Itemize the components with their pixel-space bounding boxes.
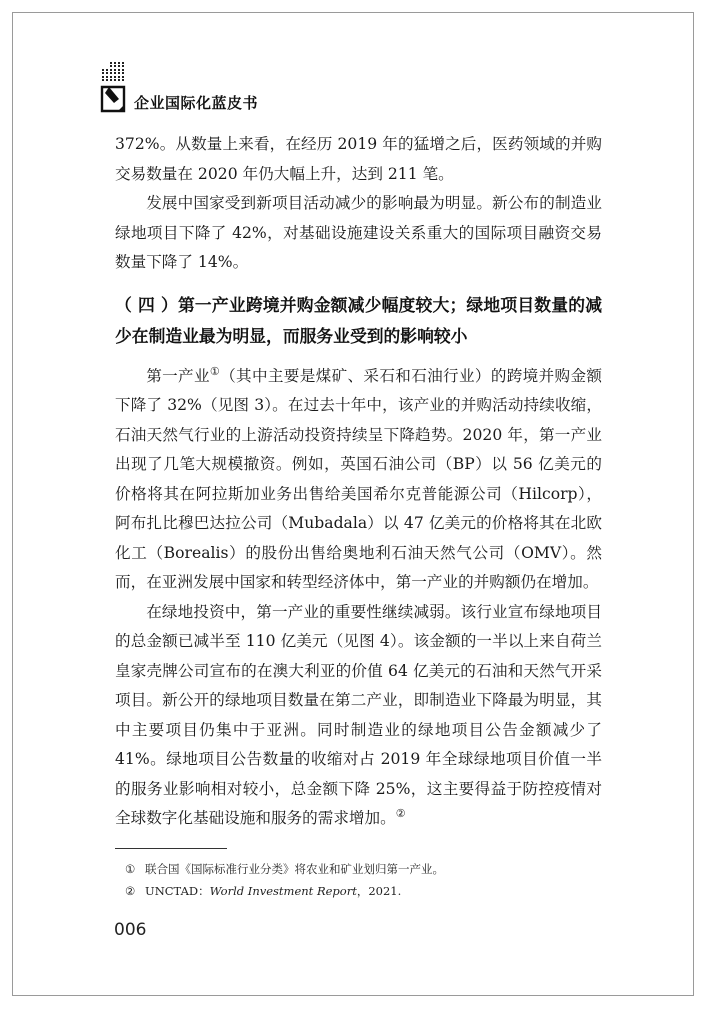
footnote-divider xyxy=(115,848,227,849)
running-header xyxy=(100,62,300,122)
report-title: World Investment Report xyxy=(209,884,357,898)
page-number: 006 xyxy=(114,920,147,940)
footnotes xyxy=(115,858,605,902)
footnote-mark: ② xyxy=(125,884,136,898)
footnote-text: ，2021. xyxy=(356,884,402,898)
text-run: 第一产业 xyxy=(146,366,210,385)
paragraph xyxy=(115,598,602,834)
paragraph xyxy=(115,362,602,598)
section-heading: （ 四 ）第一产业跨境并购金额减少幅度较大；绿地项目数量的减少在制造业最为明显，而服务业受到的影响较小 xyxy=(115,294,602,346)
footnote-ref[interactable]: ① xyxy=(209,364,221,378)
dot-pattern-icon xyxy=(102,62,124,82)
footnote xyxy=(115,858,605,880)
book-corner-icon xyxy=(100,84,126,114)
main-text xyxy=(115,130,602,834)
footnote-ref[interactable]: ② xyxy=(395,807,406,820)
text-run: 在绿地投资中，第一产业的重要性继续减弱。该行业宣布绿地项目的总金额已减半至 110 亿美元（见图 4）。该金额的一半以上来自荷兰皇家壳牌公司宣布的在澳大利亚的价值 64 亿美元的石油和天然气开采项目。新公开的绿地项目数量在第二产业，即制造业下降最为明显，其中主要项目仍集中于亚洲。同时制造业的绿地项目公告金额减少了 41%。绿地项目公告数量的收缩对占 2019 年全球绿地项目价值一半的服务业影响相对较小，总金额下降 25%，这主要得益于防控疫情对全球数字化基础设施和服务的需求增加。 xyxy=(115,602,602,827)
footnote-text: UNCTAD： xyxy=(145,884,210,898)
text-run: （其中主要是煤矿、采石和石油行业）的跨境并购金额下降了 32%（见图 3）。在过去十年中，该产业的并购活动持续收缩，石油天然气行业的上游活动投资持续呈下降趋势。2020 年，第一产业出现了几笔大规模撤资。例如，英国石油公司（BP）以 56 亿美元的价格将其在阿拉斯加业务出售给美国希尔克普能源公司（Hilcorp），阿布扎比穆巴达拉公司（Mubadala）以 47 亿美元的价格将其在北欧化工（Borealis）的股份出售给奥地利石油天然气公司（OMV）。然而，在亚洲发展中国家和转型经济体中，第一产业的并购额仍在增加。 xyxy=(115,366,602,591)
footnote xyxy=(115,880,605,902)
footnote-mark: ① xyxy=(125,862,136,876)
book-series-title: 企业国际化蓝皮书 xyxy=(134,94,259,112)
paragraph: 发展中国家受到新项目活动减少的影响最为明显。新公布的制造业绿地项目下降了 42%，对基础设施建设关系重大的国际项目融资交易数量下降了 14%。 xyxy=(115,194,602,271)
footnote-text: 联合国《国际标准行业分类》将农业和矿业划归第一产业。 xyxy=(145,862,444,876)
paragraph: 372%。从数量上来看，在经历 2019 年的猛增之后，医药领域的并购交易数量在 2020 年仍大幅上升，达到 211 笔。 xyxy=(115,135,602,183)
